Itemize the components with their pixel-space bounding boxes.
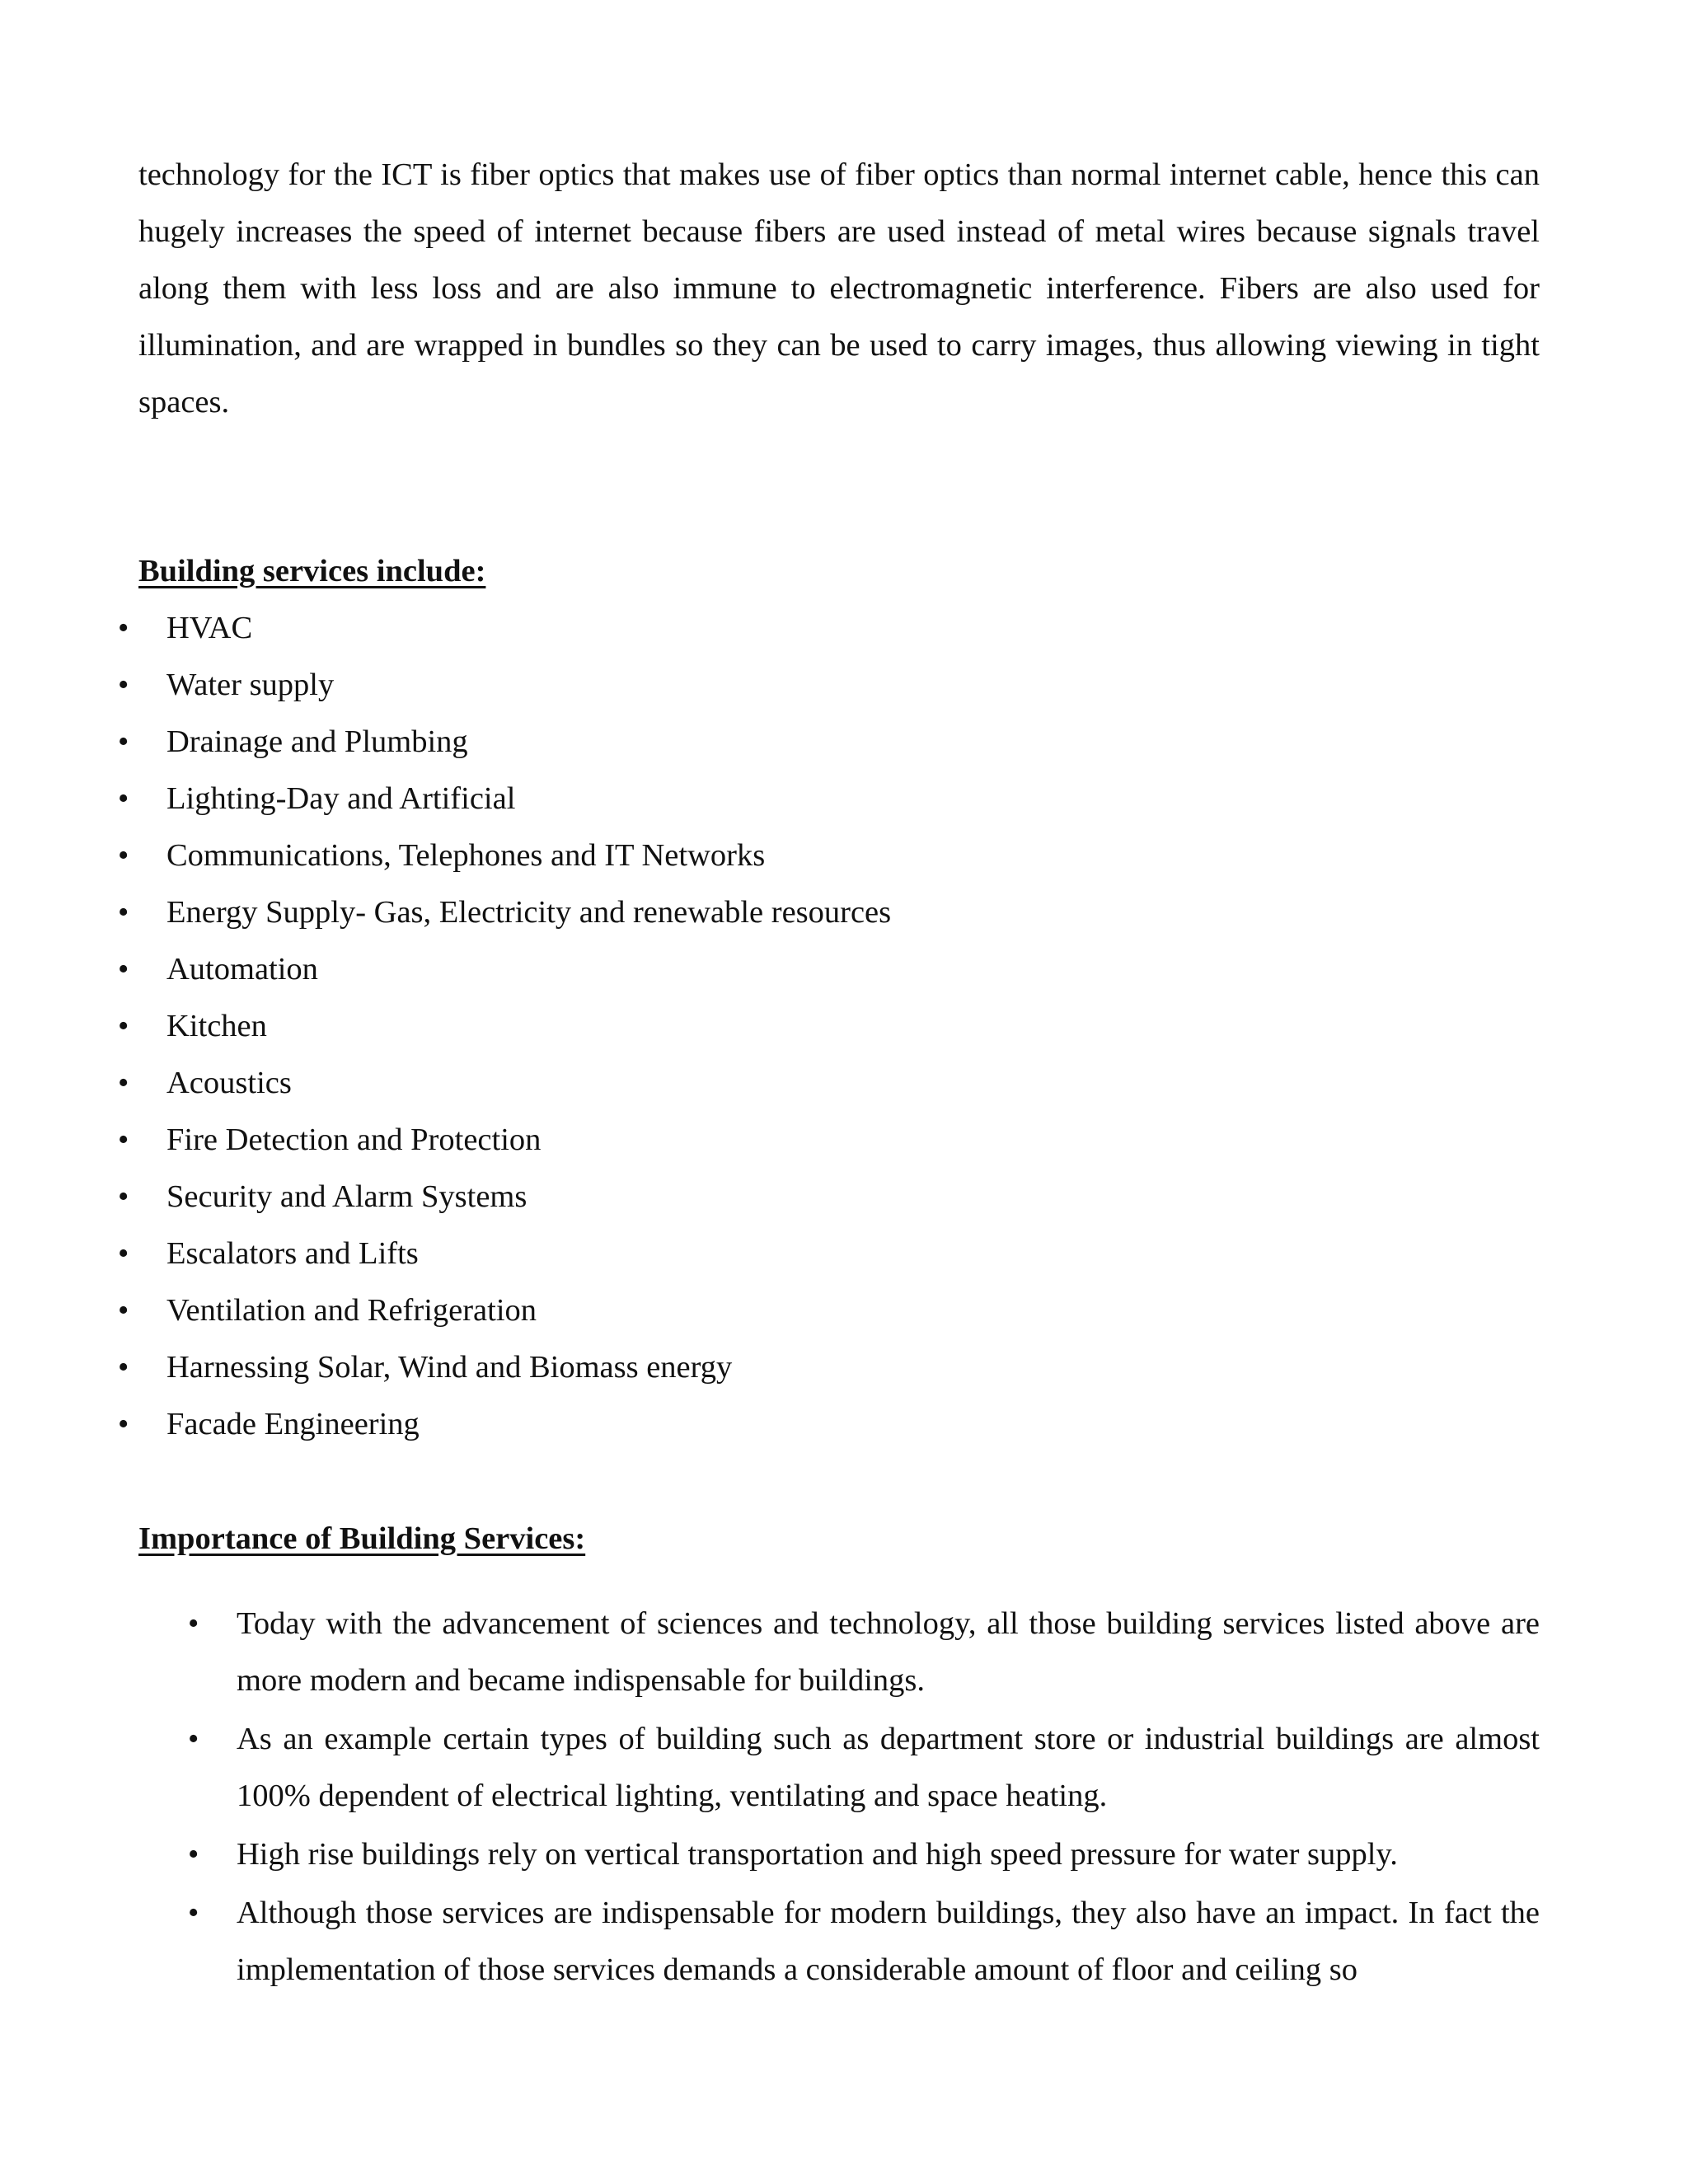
importance-heading: Importance of Building Services: [138,1521,586,1556]
bullet-icon: • [118,1407,129,1441]
list-item-text: Energy Supply- Gas, Electricity and renewable resources [166,895,892,930]
list-item-text: As an example certain types of building such as department store or industrial buildings are almost 100% dependent of electrical lighting, ventilating and space heating. [237,1722,1540,1813]
bullet-icon: • [188,1722,199,1756]
list-item [0,600,989,657]
list-item-text: Lighting-Day and Artificial [166,781,516,816]
list-item [0,1826,1540,1883]
list-item [0,1169,989,1226]
bullet-icon: • [118,838,129,873]
intro-paragraph: technology for the ICT is fiber optics that makes use of fiber optics than normal internet cable, hence this can hugely increases the speed of internet because fibers are used instead of metal wires because signals travel along them with less loss and are also immune to electromagnetic interference. Fibers are also used for illumination, and are wrapped in bundles so they can be used to carry images, thus allowing viewing in tight spaces. [138,157,1540,419]
list-item-text: HVAC [166,611,253,645]
bullet-icon: • [118,1009,129,1043]
bullet-icon: • [118,1122,129,1157]
list-item [0,714,989,771]
bullet-icon: • [118,1350,129,1385]
bullet-icon: • [188,1606,199,1641]
bullet-icon: • [118,1293,129,1328]
list-item [0,1711,1540,1825]
list-item-text: Fire Detection and Protection [166,1122,542,1157]
list-item [0,771,989,827]
list-item [0,1596,1540,1709]
list-item [0,1282,989,1339]
bullet-icon: • [118,1236,129,1271]
importance-list [0,1596,1688,2000]
bullet-icon: • [118,895,129,930]
list-item-text: Drainage and Plumbing [166,724,468,759]
list-item-text: Although those services are indispensable for modern buildings, they also have an impact. In fact the implementation of those services demands a considerable amount of floor and ceiling so [237,1896,1540,1987]
list-item-text: Ventilation and Refrigeration [166,1293,537,1328]
list-item-text: High rise buildings rely on vertical transportation and high speed pressure for water supply. [237,1837,1398,1872]
list-item-text: Security and Alarm Systems [166,1179,528,1214]
bullet-icon: • [188,1896,199,1930]
bullet-icon: • [188,1837,199,1872]
list-item [0,1396,989,1453]
bullet-icon: • [118,724,129,759]
list-item-text: Water supply [166,668,335,702]
list-item [0,1226,989,1282]
services-heading: Building services include: [138,554,486,588]
list-item [0,1885,1540,1999]
list-item-text: Today with the advancement of sciences and technology, all those building services listed above are more modern and became indispensable for buildings. [237,1606,1540,1698]
list-item-text: Facade Engineering [166,1407,420,1441]
list-item [0,1055,989,1112]
bullet-icon: • [118,781,129,816]
bullet-icon: • [118,1179,129,1214]
list-item [0,941,989,998]
list-item [0,657,989,714]
list-item-text: Escalators and Lifts [166,1236,419,1271]
services-list [0,600,989,1453]
list-item [0,827,989,884]
list-item-text: Kitchen [166,1009,267,1043]
bullet-icon: • [118,668,129,702]
list-item-text: Acoustics [166,1066,292,1100]
list-item [0,1339,989,1396]
list-item-text: Harnessing Solar, Wind and Biomass energy [166,1350,733,1385]
list-item-text: Communications, Telephones and IT Networks [166,838,766,873]
bullet-icon: • [118,952,129,987]
list-item [0,1112,989,1169]
list-item-text: Automation [166,952,318,987]
list-item [0,998,989,1055]
bullet-icon: • [118,1066,129,1100]
bullet-icon: • [118,611,129,645]
list-item [0,884,989,941]
